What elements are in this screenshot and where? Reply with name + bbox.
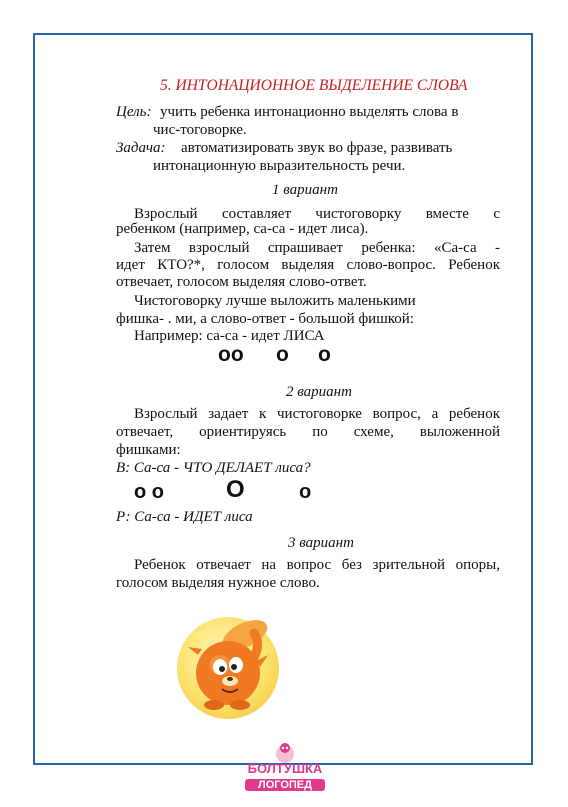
scheme2-small-chip: o	[299, 481, 312, 503]
variant1-line: Взрослый составляет чистоговорку вместе с	[134, 206, 500, 222]
page-title: 5. ИНТОНАЦИОННОЕ ВЫДЕЛЕНИЕ СЛОВА	[160, 77, 468, 94]
variant2-line: Взрослый задает к чистоговорке вопрос, а ребенок	[134, 406, 500, 422]
variant1-line: ребенком (например, са-са - идет лиса).	[116, 221, 369, 237]
logo-title: БОЛТУШКА	[247, 761, 323, 776]
scheme1-small-chips: oo	[218, 343, 244, 366]
variant1-line: идет КТО?*, голосом выделяя слово-вопрос. Ребенок	[116, 257, 500, 273]
logo-subtitle: ЛОГОПЕД	[245, 779, 325, 791]
variant2-heading: 2 вариант	[286, 384, 352, 400]
goal-text-line1: учить ребенка интонационно выделять слова в	[160, 104, 459, 120]
variant2-question: В: Са-са - ЧТО ДЕЛАЕТ лиса?	[116, 460, 311, 476]
variant3-line: голосом выделяя нужное слово.	[116, 575, 320, 591]
scheme2-small-chips: o o	[134, 481, 164, 503]
task-label: Задача:	[116, 140, 166, 156]
variant1-heading: 1 вариант	[272, 182, 338, 198]
goal-text-line2: чис-тоговорке.	[153, 122, 247, 138]
variant1-line: Например: са-са - идет ЛИСА	[134, 328, 325, 344]
variant1-line: отвечает, голосом выделяя слово-ответ.	[116, 274, 367, 290]
scheme1-small-chip: o	[318, 343, 331, 366]
variant2-line: фишками:	[116, 442, 181, 458]
goal-label: Цель:	[116, 104, 152, 120]
smiley-character-illustration	[170, 605, 290, 727]
variant1-line: Чистоговорку лучше выложить маленькими	[134, 293, 416, 309]
variant3-heading: 3 вариант	[288, 535, 354, 551]
scheme1-small-chip: o	[276, 343, 289, 366]
task-text-line1: автоматизировать звук во фразе, развивать	[181, 140, 453, 156]
variant2-answer: Р: Са-са - ИДЕТ лиса	[116, 509, 253, 525]
variant2-line: отвечает, ориентируясь по схеме, выложенной	[116, 424, 500, 440]
variant1-line: фишка- . ми, а слово-ответ - большой фишкой:	[116, 311, 414, 327]
task-text-line2: интонационную выразительность речи.	[153, 158, 406, 174]
scheme2-big-chip: O	[226, 476, 245, 503]
variant3-line: Ребенок отвечает на вопрос без зрительной опоры,	[134, 557, 500, 573]
variant1-line: Затем взрослый спрашивает ребенка: «Са-са -	[134, 240, 500, 256]
